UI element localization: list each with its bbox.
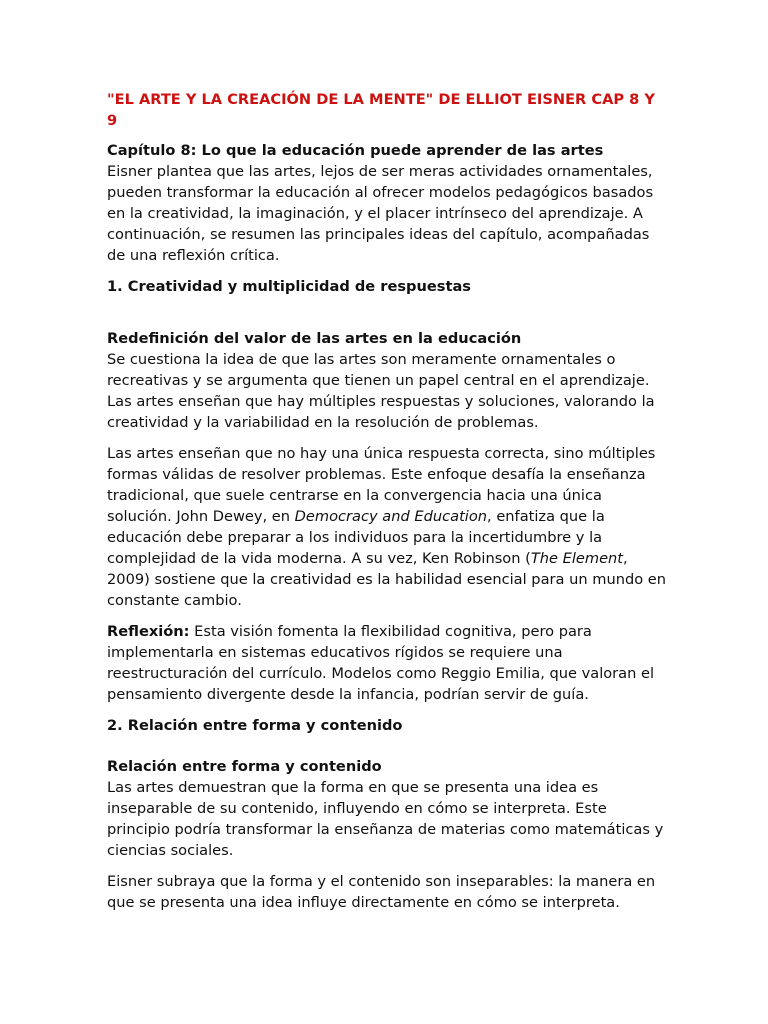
chapter-heading: Capítulo 8: Lo que la educación puede aprender de las artes xyxy=(107,142,604,159)
reflection-label: Reflexión: xyxy=(107,623,190,640)
section-1-paragraph-1: Se cuestiona la idea de que las artes son meramente ornamentales o recreativas y se argumenta que tienen un papel central en el aprendizaje. Las artes enseñan que hay múltiples respuestas y soluciones, valorando la creatividad y la variabilidad en la resolución de problemas. xyxy=(107,351,655,431)
para2-text-a: Las artes enseñan que no hay una única respuesta correcta, sino múltiples formas válidas de resolver problemas. Este enfoque desafía la enseñanza tradicional, que suele centrarse en la convergencia hacia una única solución. John Dewey, en xyxy=(107,445,656,525)
intro-paragraph: Eisner plantea que las artes, lejos de ser meras actividades ornamentales, pueden transformar la educación al ofrecer modelos pedagógicos basados en la creatividad, la imaginación, y el placer intrínseco del aprendizaje. A continuación, se resumen las principales ideas del capítulo, acompañadas de una reflexión crítica. xyxy=(107,163,654,264)
section-2-paragraph-1: Las artes demuestran que la forma en que se presenta una idea es inseparable de su contenido, influyendo en cómo se interpreta. Este principio podría transformar la enseñanza de materias como matemáticas y ciencias sociales. xyxy=(107,779,664,859)
section-1-subheading: Redefinición del valor de las artes en la educación xyxy=(107,330,522,347)
section-spacer xyxy=(107,736,667,756)
para2-text-c: , 2009) sostiene que la creatividad es la habilidad esencial para un mundo en constante cambio. xyxy=(107,550,667,609)
reflection-paragraph xyxy=(107,621,667,705)
section-spacer xyxy=(107,297,667,328)
section-1-paragraph-2 xyxy=(107,443,667,611)
section-2-paragraph-2: Eisner subraya que la forma y el contenido son inseparables: la manera en que se presenta una idea influye directamente en cómo se interpreta. xyxy=(107,873,656,911)
section-1-heading: 1. Creatividad y multiplicidad de respuestas xyxy=(107,278,471,295)
para2-text-b: , enfatiza que la educación debe preparar a los individuos para la incertidumbre y la complejidad de la vida moderna. A su vez, Ken Robinson ( xyxy=(107,508,605,567)
section-2-heading: 2. Relación entre forma y contenido xyxy=(107,717,403,734)
book-title-element: The Element xyxy=(530,550,624,567)
document-title: "EL ARTE Y LA CREACIÓN DE LA MENTE" DE ELLIOT EISNER CAP 8 Y 9 xyxy=(107,91,655,129)
book-title-democracy: Democracy and Education xyxy=(294,508,488,525)
section-2-subheading: Relación entre forma y contenido xyxy=(107,758,382,775)
reflection-text: Esta visión fomenta la flexibilidad cognitiva, pero para implementarla en sistemas educativos rígidos se requiere una reestructuración del currículo. Modelos como Reggio Emilia, que valoran el pensamiento divergente desde la infancia, podrían servir de guía. xyxy=(107,623,655,703)
document-page xyxy=(107,89,667,913)
